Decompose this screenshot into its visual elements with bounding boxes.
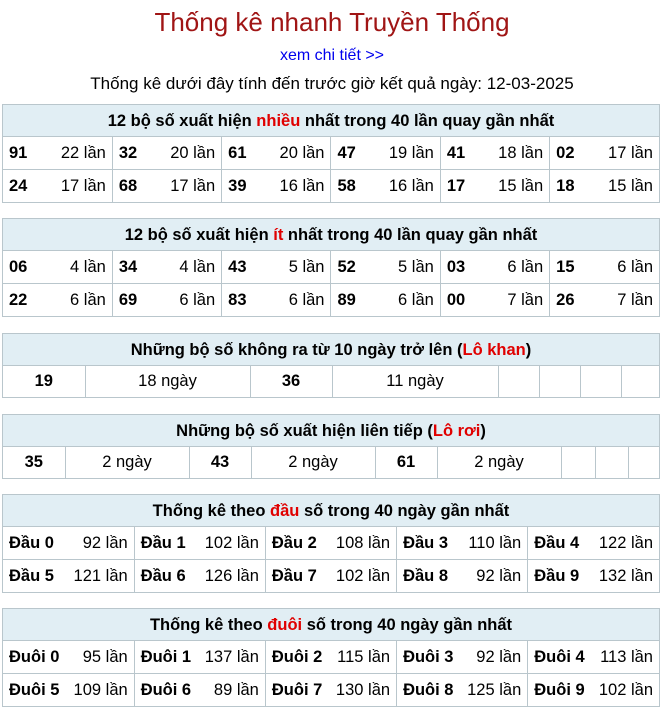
stat-value: 4 lần: [70, 257, 106, 276]
stat-value: 2 ngày: [437, 447, 561, 478]
stat-label: Đuôi 9: [534, 680, 585, 699]
stat-cell: [265, 641, 396, 674]
stat-cell: [222, 284, 331, 317]
stat-number: 91: [9, 143, 28, 162]
stat-number: 19: [3, 366, 85, 397]
empty-cell: [628, 447, 661, 478]
stat-cell: [222, 170, 331, 203]
stat-value: 7 lần: [617, 290, 653, 309]
stat-number: 24: [9, 176, 28, 195]
stat-value: 115 lần: [337, 647, 391, 666]
title-post: số trong 40 ngày gần nhất: [302, 616, 513, 634]
stat-cell: [3, 251, 112, 284]
stat-value: 2 ngày: [251, 447, 375, 478]
stat-value: 16 lần: [279, 176, 325, 195]
empty-cell: [595, 447, 628, 478]
stat-value: 126 lần: [204, 566, 259, 585]
stat-cell: [3, 284, 112, 317]
title-pre: Thống kê theo: [149, 616, 268, 634]
stat-number: 39: [228, 176, 247, 195]
duoi-table: [3, 641, 659, 706]
stat-value: 16 lần: [388, 176, 434, 195]
lo-khan-title: [3, 334, 659, 366]
stat-label: Đuôi 1: [140, 647, 192, 666]
stat-label: Đuôi 4: [534, 647, 585, 666]
stat-cell: [397, 560, 528, 593]
stat-cell: [3, 527, 134, 560]
stat-value: 102 lần: [204, 533, 259, 552]
stat-value: 17 lần: [60, 176, 106, 195]
lo-khan-table: [3, 366, 661, 397]
stat-cell: [397, 527, 528, 560]
stat-cell: [528, 641, 659, 674]
stat-number: 00: [446, 290, 466, 309]
stat-number: 03: [446, 257, 466, 276]
stat-cell: [331, 284, 440, 317]
stat-value: 15 lần: [608, 176, 653, 195]
stat-value: 92 lần: [476, 647, 522, 666]
stat-value: 2 ngày: [65, 447, 189, 478]
title-pre: Những bộ số xuất hiện liên tiếp (: [176, 422, 433, 440]
stat-value: 7 lần: [507, 290, 544, 309]
empty-cell: [498, 366, 539, 397]
stat-value: 15 lần: [498, 176, 544, 195]
stat-cell: [112, 170, 221, 203]
stat-cell: [550, 284, 659, 317]
title-post: số trong 40 ngày gần nhất: [299, 502, 510, 520]
stat-value: 17 lần: [170, 176, 216, 195]
stat-cell: [3, 137, 112, 170]
stat-number: 43: [228, 257, 247, 276]
stat-value: 22 lần: [60, 143, 106, 162]
dau-title: [3, 495, 659, 527]
lo-khan-section: [2, 333, 660, 398]
stat-number: 47: [337, 143, 356, 162]
stat-number: 43: [189, 447, 251, 478]
table-row: [3, 137, 659, 170]
stat-number: 83: [228, 290, 247, 309]
stat-cell: [3, 170, 112, 203]
title-highlight: nhiều: [256, 112, 301, 130]
stat-label: Đuôi 8: [403, 680, 454, 699]
stat-label: Đuôi 6: [140, 680, 192, 699]
stat-number: 15: [556, 257, 575, 276]
stat-label: Đuôi 5: [9, 680, 60, 699]
stat-label: Đầu 5: [9, 566, 54, 585]
stat-value: 132 lần: [598, 566, 653, 585]
page-title: Thống kê nhanh Truyền Thống: [154, 7, 510, 37]
stat-value: 92 lần: [476, 566, 522, 585]
page-subtitle: Thống kê dưới đây tính đến trước giờ kết quả ngày: 12-03-2025: [90, 74, 574, 93]
stat-value: 19 lần: [388, 143, 434, 162]
stat-label: Đuôi 2: [271, 647, 323, 666]
stat-number: 18: [556, 176, 575, 195]
title-post: ): [525, 341, 532, 359]
stat-cell: [134, 527, 265, 560]
stat-value: 121 lần: [73, 566, 128, 585]
most-frequent-title: [3, 105, 659, 137]
stat-cell: [265, 674, 396, 707]
stat-cell: [550, 251, 659, 284]
stat-cell: [397, 641, 528, 674]
most-frequent-table: [3, 137, 659, 202]
empty-cell: [621, 366, 661, 397]
lo-roi-table: [3, 447, 661, 478]
stat-number: 52: [337, 257, 356, 276]
table-row: [3, 641, 659, 674]
stat-number: 06: [9, 257, 28, 276]
title-pre: 12 bộ số xuất hiện: [124, 226, 274, 244]
stat-label: Đầu 8: [403, 566, 448, 585]
stat-number: 26: [556, 290, 575, 309]
stat-cell: [3, 560, 134, 593]
stat-cell: [222, 251, 331, 284]
stat-value: 102 lần: [598, 680, 653, 699]
table-row: [3, 251, 659, 284]
stat-cell: [134, 641, 265, 674]
empty-cell: [580, 366, 621, 397]
dau-section: [2, 494, 660, 593]
title-pre: 12 bộ số xuất hiện: [107, 112, 257, 130]
stat-cell: [331, 170, 440, 203]
table-row: [3, 674, 659, 707]
stat-number: 02: [556, 143, 575, 162]
stat-cell: [112, 137, 221, 170]
stat-value: 130 lần: [335, 680, 391, 699]
least-frequent-table: [3, 251, 659, 316]
stat-cell: [331, 137, 440, 170]
title-post: ): [480, 422, 486, 440]
stat-cell: [528, 674, 659, 707]
least-frequent-section: [2, 218, 660, 317]
title-highlight: đầu: [270, 502, 300, 520]
stat-value: 137 lần: [204, 647, 259, 666]
table-row: [3, 366, 661, 397]
title-highlight: đuôi: [267, 616, 303, 634]
lo-roi-section: [2, 414, 660, 479]
stat-number: 36: [250, 366, 332, 397]
table-row: [3, 170, 659, 203]
stat-label: Đầu 6: [140, 566, 186, 585]
stat-number: 61: [375, 447, 437, 478]
dau-table: [3, 527, 659, 592]
stat-value: 18 lần: [498, 143, 544, 162]
stat-value: 6 lần: [70, 290, 106, 309]
stat-cell: [528, 527, 659, 560]
stat-value: 20 lần: [279, 143, 325, 162]
stat-number: 41: [446, 143, 466, 162]
stat-value: 6 lần: [288, 290, 325, 309]
stat-number: 17: [446, 176, 466, 195]
stat-cell: [550, 170, 659, 203]
stat-cell: [265, 560, 396, 593]
title-pre: Thống kê theo: [152, 502, 271, 520]
stat-value: 122 lần: [598, 533, 653, 552]
stat-cell: [440, 251, 549, 284]
duoi-title: [3, 609, 659, 641]
stat-value: 20 lần: [170, 143, 216, 162]
stat-value: 17 lần: [608, 143, 653, 162]
stat-value: 110 lần: [468, 533, 522, 552]
stat-cell: [265, 527, 396, 560]
least-frequent-title: [3, 219, 659, 251]
stat-label: Đầu 0: [9, 533, 54, 552]
title-pre: Những bộ số không ra từ 10 ngày trở lên (: [130, 341, 463, 359]
stat-value: 95 lần: [82, 647, 128, 666]
empty-cell: [539, 366, 580, 397]
stat-label: Đầu 3: [403, 533, 448, 552]
stat-cell: [440, 170, 549, 203]
stat-value: 125 lần: [467, 680, 522, 699]
stat-value: 11 ngày: [332, 366, 498, 397]
stat-number: 89: [337, 290, 356, 309]
title-highlight: Lô rơi: [432, 422, 481, 440]
stat-label: Đuôi 3: [403, 647, 454, 666]
stat-number: 68: [118, 176, 138, 195]
stat-value: 18 ngày: [85, 366, 250, 397]
stat-cell: [112, 284, 221, 317]
stat-label: Đuôi 0: [9, 647, 60, 666]
stat-cell: [440, 137, 549, 170]
stat-value: 5 lần: [288, 257, 325, 276]
stat-value: 4 lần: [179, 257, 216, 276]
stat-label: Đầu 2: [271, 533, 317, 552]
stat-label: Đầu 4: [534, 533, 580, 552]
stat-cell: [440, 284, 549, 317]
stat-cell: [3, 641, 134, 674]
most-frequent-section: [2, 104, 660, 203]
stat-value: 92 lần: [82, 533, 128, 552]
stat-value: 6 lần: [617, 257, 653, 276]
lo-roi-title: [3, 415, 659, 447]
title-highlight: Lô khan: [462, 341, 526, 359]
table-row: [3, 284, 659, 317]
stat-cell: [397, 674, 528, 707]
stat-cell: [112, 251, 221, 284]
page-header: [0, 0, 664, 96]
stat-cell: [222, 137, 331, 170]
stat-cell: [550, 137, 659, 170]
stat-cell: [134, 674, 265, 707]
stat-value: 6 lần: [179, 290, 216, 309]
stat-number: 22: [9, 290, 28, 309]
stat-number: 32: [118, 143, 138, 162]
stat-value: 6 lần: [507, 257, 544, 276]
stat-label: Đầu 1: [140, 533, 186, 552]
duoi-section: [2, 608, 660, 707]
table-row: [3, 527, 659, 560]
stat-value: 89 lần: [213, 680, 259, 699]
stat-number: 34: [118, 257, 138, 276]
stat-value: 5 lần: [398, 257, 434, 276]
stat-number: 61: [228, 143, 247, 162]
stat-value: 108 lần: [335, 533, 391, 552]
stat-value: 102 lần: [335, 566, 391, 585]
stat-cell: [3, 674, 134, 707]
stat-value: 6 lần: [398, 290, 434, 309]
title-highlight: ít: [273, 226, 284, 244]
stat-label: Đuôi 7: [271, 680, 323, 699]
stat-cell: [134, 560, 265, 593]
title-post: nhất trong 40 lần quay gần nhất: [300, 112, 555, 130]
empty-cell: [561, 447, 595, 478]
stat-value: 113 lần: [600, 647, 653, 666]
stat-label: Đầu 9: [534, 566, 580, 585]
stat-number: 58: [337, 176, 356, 195]
stat-number: 69: [118, 290, 138, 309]
stat-label: Đầu 7: [271, 566, 317, 585]
table-row: [3, 560, 659, 593]
view-details-link[interactable]: xem chi tiết >>: [279, 47, 385, 64]
stat-cell: [528, 560, 659, 593]
title-post: nhất trong 40 lần quay gần nhất: [283, 226, 538, 244]
stat-value: 109 lần: [73, 680, 128, 699]
stat-number: 35: [3, 447, 65, 478]
table-row: [3, 447, 661, 478]
stat-cell: [331, 251, 440, 284]
